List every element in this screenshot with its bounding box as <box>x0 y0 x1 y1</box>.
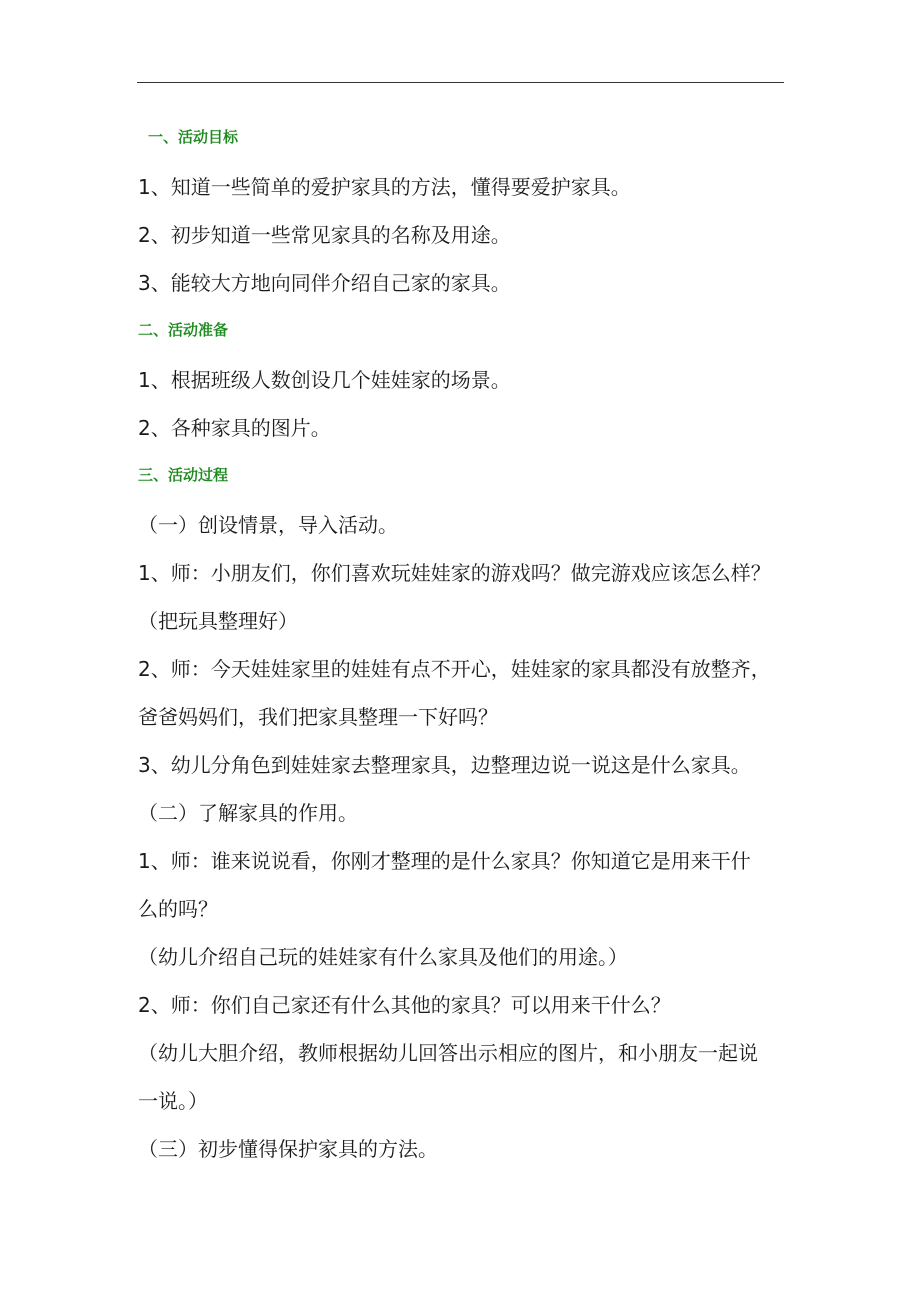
process-line-9: 么的吗？ <box>138 897 218 921</box>
prep-item-1: 1、根据班级人数创设几个娃娃家的场景。 <box>138 368 511 392</box>
process-line-8: 1、师：谁来说说看，你刚才整理的是什么家具？你知道它是用来干什 <box>138 849 751 873</box>
process-line-6: 3、幼儿分角色到娃娃家去整理家具，边整理边说一说这是什么家具。 <box>138 753 751 777</box>
process-line-12: （幼儿大胆介绍，教师根据幼儿回答出示相应的图片，和小朋友一起说 <box>138 1041 758 1065</box>
prep-item-2: 2、各种家具的图片。 <box>138 416 331 440</box>
goal-item-3: 3、能较大方地向同伴介绍自己家的家具。 <box>138 271 511 295</box>
process-line-11: 2、师：你们自己家还有什么其他的家具？可以用来干什么？ <box>138 993 671 1017</box>
process-line-4: 2、师：今天娃娃家里的娃娃有点不开心，娃娃家的家具都没有放整齐， <box>138 657 771 681</box>
goal-item-2: 2、初步知道一些常见家具的名称及用途。 <box>138 223 511 247</box>
header-rule <box>137 82 784 83</box>
section-heading-goals: 一、活动目标 <box>148 128 239 146</box>
section-heading-prep: 二、活动准备 <box>138 321 229 339</box>
process-line-7: （二）了解家具的作用。 <box>138 801 358 825</box>
process-line-10: （幼儿介绍自己玩的娃娃家有什么家具及他们的用途。） <box>138 945 628 969</box>
process-line-5: 爸爸妈妈们，我们把家具整理一下好吗？ <box>138 705 498 729</box>
process-line-2: 1、师：小朋友们，你们喜欢玩娃娃家的游戏吗？做完游戏应该怎么样？ <box>138 561 771 585</box>
process-line-3: （把玩具整理好） <box>138 609 298 633</box>
section-heading-process: 三、活动过程 <box>138 466 229 484</box>
process-line-14: （三）初步懂得保护家具的方法。 <box>138 1137 438 1161</box>
goal-item-1: 1、知道一些简单的爱护家具的方法，懂得要爱护家具。 <box>138 175 631 199</box>
process-line-13: 一说。） <box>138 1089 208 1113</box>
process-line-1: （一）创设情景，导入活动。 <box>138 513 398 537</box>
